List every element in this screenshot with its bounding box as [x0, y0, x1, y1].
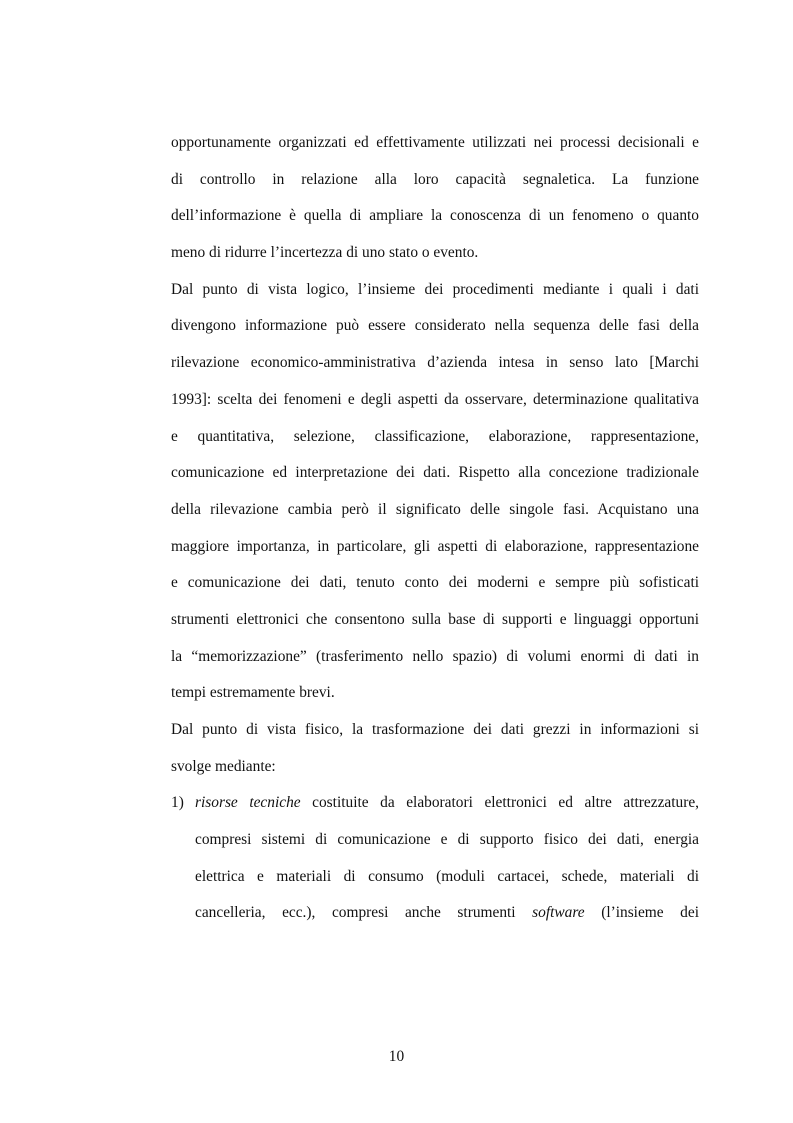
page-number: 10 [388, 1048, 405, 1065]
paragraph-1-line-2: di controllo in relazione alla loro capacità segnaletica. La funzione [171, 170, 699, 188]
list-item-last-line-emphasis: software [532, 904, 585, 922]
paragraph-2-line-9: e comunicazione dei dati, tenuto conto dei moderni e sempre più sofisticati [171, 574, 699, 592]
list-item-1-line-4 [171, 898, 699, 935]
paragraph-3-line-2: svolge mediante: [171, 757, 276, 775]
paragraph-1-line-4: meno di ridurre l’incertezza di uno stato o evento. [171, 244, 479, 262]
list-item-first-line-rest: costituite da elaboratori elettronici ed altre attrezzature, [300, 794, 699, 812]
paragraph-2-line-4: 1993]: scelta dei fenomeni e degli aspetti da osservare, determinazione qualitativa [171, 390, 699, 408]
paragraph-2-line-12: tempi estremamente brevi. [171, 684, 335, 702]
list-item-last-line-after: (l’insieme dei [584, 904, 699, 922]
paragraph-1-line-3: dell’informazione è quella di ampliare la conoscenza di un fenomeno o quanto [171, 207, 699, 225]
list-item-1-line-1 [171, 788, 699, 825]
paragraph-2-line-7: della rilevazione cambia però il significato delle singole fasi. Acquistano una [171, 500, 699, 518]
paragraph-2-line-2: divengono informazione può essere considerato nella sequenza delle fasi della [171, 317, 699, 335]
paragraph-3-line-1: Dal punto di vista fisico, la trasformazione dei dati grezzi in informazioni si [171, 721, 699, 738]
list-item-emphasis: risorse tecniche [195, 794, 301, 812]
paragraph-1-line-1: opportunamente organizzati ed effettivamente utilizzati nei processi decisionali e [171, 134, 699, 151]
list-item-number: 1) [171, 794, 184, 812]
paragraph-2-line-3: rilevazione economico-amministrativa d’azienda intesa in senso lato [Marchi [171, 354, 699, 372]
paragraph-2-line-10: strumenti elettronici che consentono sulla base di supporti e linguaggi opportuni [171, 610, 699, 628]
list-item-1-line-2: compresi sistemi di comunicazione e di supporto fisico dei dati, energia [195, 831, 699, 849]
paragraph-2-line-8: maggiore importanza, in particolare, gli aspetti di elaborazione, rappresentazione [171, 537, 699, 555]
paragraph-2-line-1: Dal punto di vista logico, l’insieme dei procedimenti mediante i quali i dati [171, 280, 699, 298]
list-item-1-line-3: elettrica e materiali di consumo (moduli cartacei, schede, materiali di [195, 867, 699, 885]
paragraph-2-line-11: la “memorizzazione” (trasferimento nello spazio) di volumi enormi di dati in [171, 647, 699, 665]
paragraph-2-line-5: e quantitativa, selezione, classificazione, elaborazione, rappresentazione, [171, 427, 699, 445]
list-item-last-line-before: cancelleria, ecc.), compresi anche strumenti [195, 904, 533, 922]
paragraph-2-line-6: comunicazione ed interpretazione dei dati. Rispetto alla concezione tradizionale [171, 464, 699, 482]
body-text [171, 128, 699, 935]
